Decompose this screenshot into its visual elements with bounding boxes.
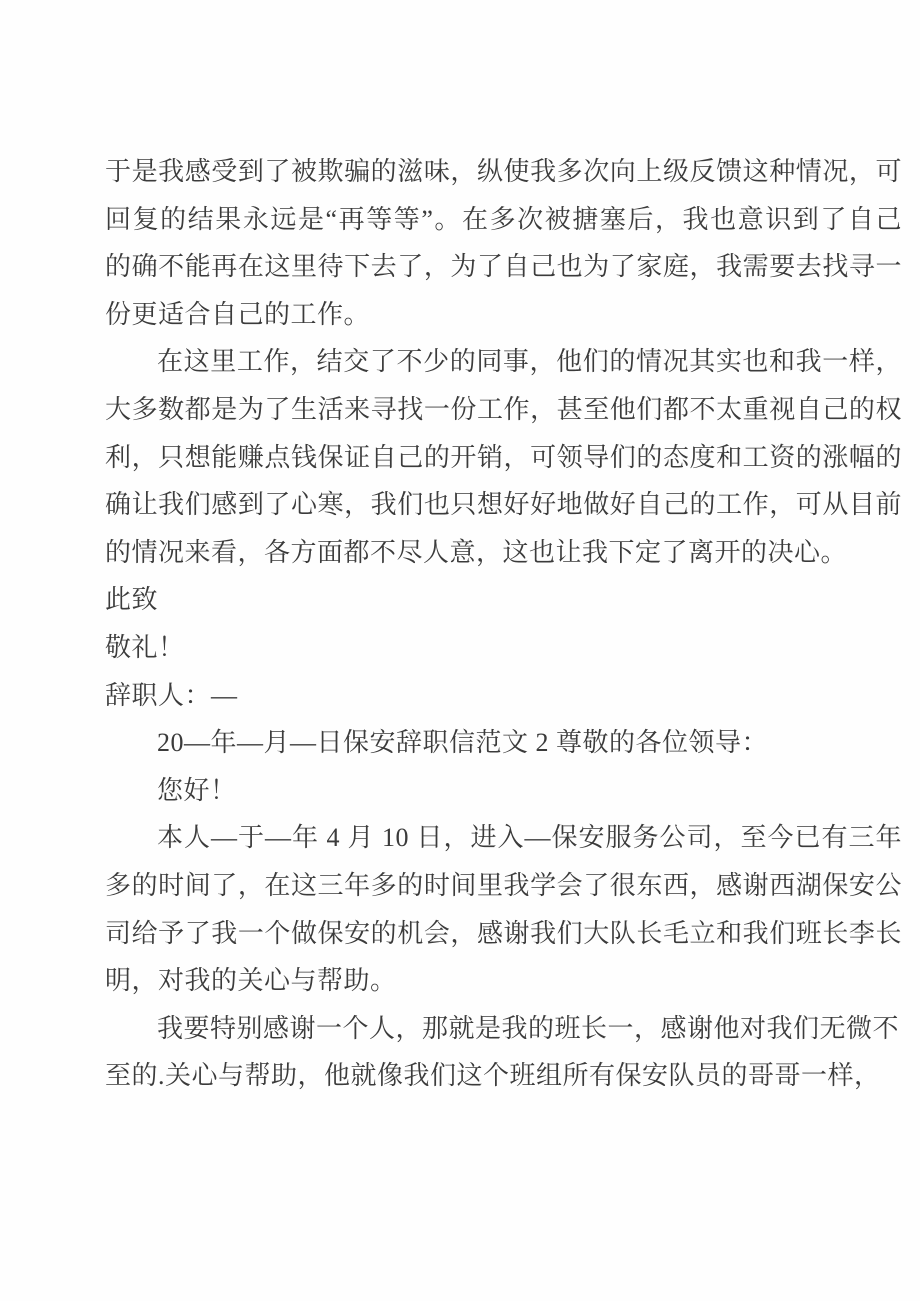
text-line: 利，只想能赚点钱保证自己的开销，可领导们的态度和工资的涨幅的 xyxy=(105,442,902,472)
resignation-letter-text xyxy=(105,148,902,1100)
text-line: 辞职人：— xyxy=(105,680,238,710)
text-line: 多的时间了，在这三年多的时间里我学会了很东西，感谢西湖保安公 xyxy=(105,870,902,900)
text-line: 敬礼！ xyxy=(105,632,185,662)
text-line: 此致 xyxy=(105,585,159,615)
text-line: 的情况来看，各方面都不尽人意，这也让我下定了离开的决心。 xyxy=(105,537,848,567)
text-line: 20—年—月—日保安辞职信范文 2 尊敬的各位领导： xyxy=(157,728,769,758)
text-line: 大多数都是为了生活来寻找一份工作，甚至他们都不太重视自己的权 xyxy=(105,394,902,424)
text-line: 我要特别感谢一个人，那就是我的班长一，感谢他对我们无微不 xyxy=(157,1013,900,1043)
text-line: 您好！ xyxy=(157,775,237,805)
text-line: 司给予了我一个做保安的机会，感谢我们大队长毛立和我们班长李长 xyxy=(105,918,902,948)
text-line: 的确不能再在这里待下去了，为了自己也为了家庭，我需要去找寻一 xyxy=(105,252,902,282)
text-line: 在这里工作，结交了不少的同事，他们的情况其实也和我一样， xyxy=(157,347,902,377)
text-line: 本人—于—年 4 月 10 日，进入—保安服务公司，至今已有三年 xyxy=(157,823,902,853)
text-line: 份更适合自己的工作。 xyxy=(105,299,371,329)
text-line: 于是我感受到了被欺骗的滋味，纵使我多次向上级反馈这种情况，可 xyxy=(105,157,902,186)
text-line: 确让我们感到了心寒，我们也只想好好地做好自己的工作，可从目前 xyxy=(105,490,902,520)
text-line: 明，对我的关心与帮助。 xyxy=(105,966,397,996)
text-line: 回复的结果永远是“再等等”。在多次被搪塞后，我也意识到了自己 xyxy=(105,204,902,234)
text-line: 至的.关心与帮助，他就像我们这个班组所有保安队员的哥哥一样， xyxy=(105,1061,881,1091)
